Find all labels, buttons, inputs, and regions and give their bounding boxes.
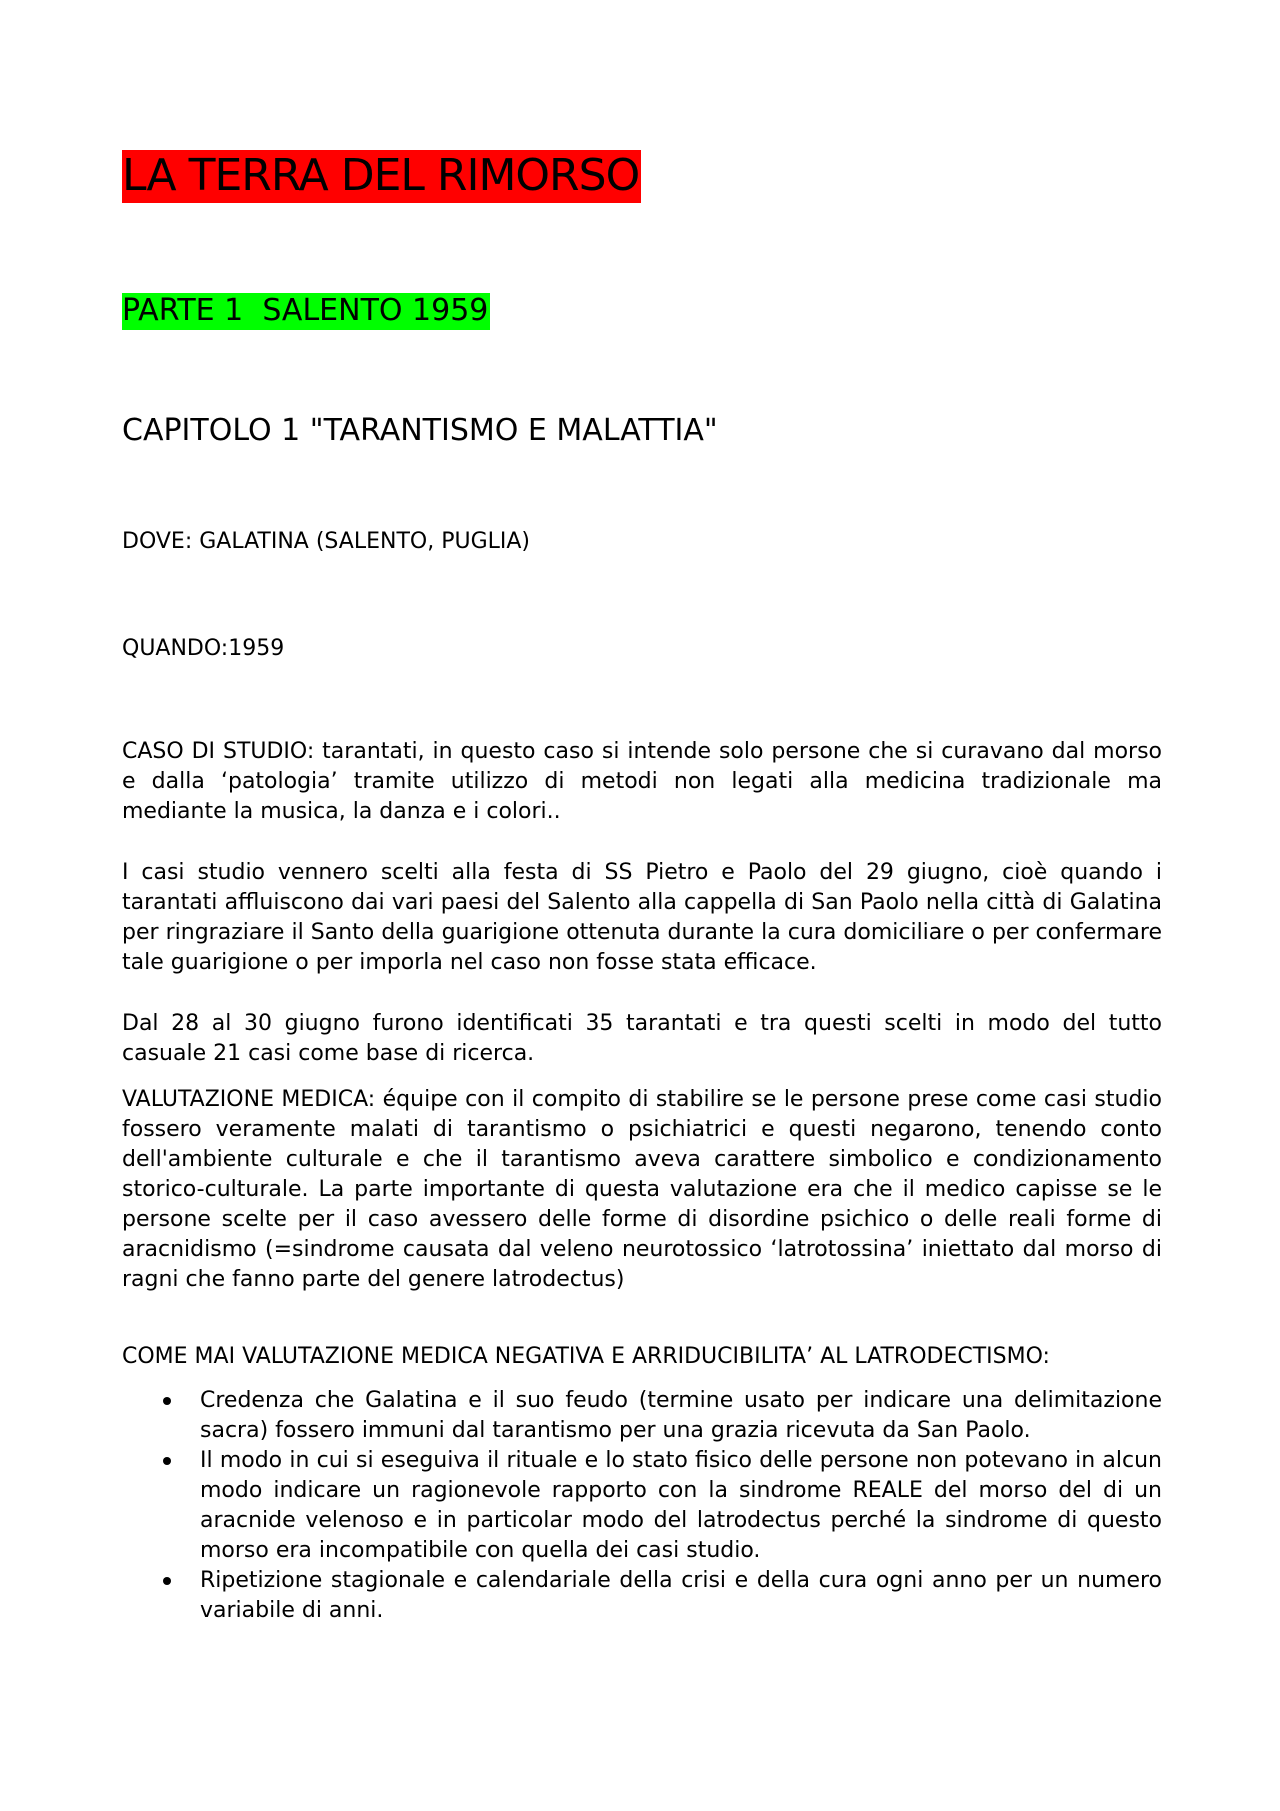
reasons-list <box>122 1386 1162 1626</box>
paragraph-identification: Dal 28 al 30 giugno furono identificati 35 tarantati e tra questi scelti in modo del tutto casuale 21 casi come base di ricerca. <box>122 1011 1162 1066</box>
bullet-icon <box>163 1577 171 1585</box>
list-item <box>122 1566 1162 1626</box>
bullet-icon <box>163 1397 171 1405</box>
chapter-heading: CAPITOLO 1 "TARANTISMO E MALATTIA" <box>122 413 718 448</box>
paragraph-medical-evaluation: VALUTAZIONE MEDICA: équipe con il compito di stabilire se le persone prese come casi studio fossero veramente malati di tarantismo o psichiatrici e questi negarono, tenendo conto dell'ambiente culturale e che il tarantismo aveva carattere simbolico e condizionamento storico-culturale. La parte importante di questa valutazione era che il medico capisse se le persone scelte per il caso avessero delle forme di disordine psichico o delle reali forme di aracnidismo (=sindrome causata dal veleno neurotossico ‘latrotossina’ iniettato dal morso di ragni che fanno parte del genere latrodectus) <box>122 1087 1162 1292</box>
list-item-text: Ripetizione stagionale e calendariale della crisi e della cura ogni anno per un numero variabile di anni. <box>200 1568 1162 1623</box>
paragraph-negative-evaluation-heading: COME MAI VALUTAZIONE MEDICA NEGATIVA E ARRIDUCIBILITA’ AL LATRODECTISMO: <box>122 1344 1050 1369</box>
list-item <box>122 1386 1162 1446</box>
location-line: DOVE: GALATINA (SALENTO, PUGLIA) <box>122 529 531 554</box>
list-item-text: Credenza che Galatina e il suo feudo (termine usato per indicare una delimitazione sacra) fossero immuni dal tarantismo per una grazia ricevuta da San Paolo. <box>200 1388 1162 1443</box>
bullet-icon <box>163 1457 171 1465</box>
paragraph-case-study: CASO DI STUDIO: tarantati, in questo caso si intende solo persone che si curavano dal morso e dalla ‘patologia’ tramite utilizzo di metodi non legati alla medicina tradizionale ma mediante la musica, la danza e i colori.. <box>122 739 1162 824</box>
list-item <box>122 1446 1162 1566</box>
list-item-text: Il modo in cui si eseguiva il rituale e lo stato fisico delle persone non potevano in alcun modo indicare un ragionevole rapporto con la sindrome REALE del morso del di un aracnide velenoso e in particolar modo del latrodectus perché la sindrome di questo morso era incompatibile con quella dei casi studio. <box>200 1448 1162 1563</box>
paragraph-case-selection: I casi studio vennero scelti alla festa di SS Pietro e Paolo del 29 giugno, cioè quando i tarantati affluiscono dai vari paesi del Salento alla cappella di San Paolo nella città di Galatina per ringraziare il Santo della guarigione ottenuta durante la cura domiciliare o per confermare tale guarigione o per imporla nel caso non fosse stata efficace. <box>122 860 1162 975</box>
document-title-text: LA TERRA DEL RIMORSO <box>122 150 640 201</box>
part-heading-text: PARTE 1 SALENTO 1959 <box>122 293 489 328</box>
document-title <box>122 150 1162 202</box>
part-heading <box>122 292 1162 330</box>
date-line: QUANDO:1959 <box>122 636 285 661</box>
